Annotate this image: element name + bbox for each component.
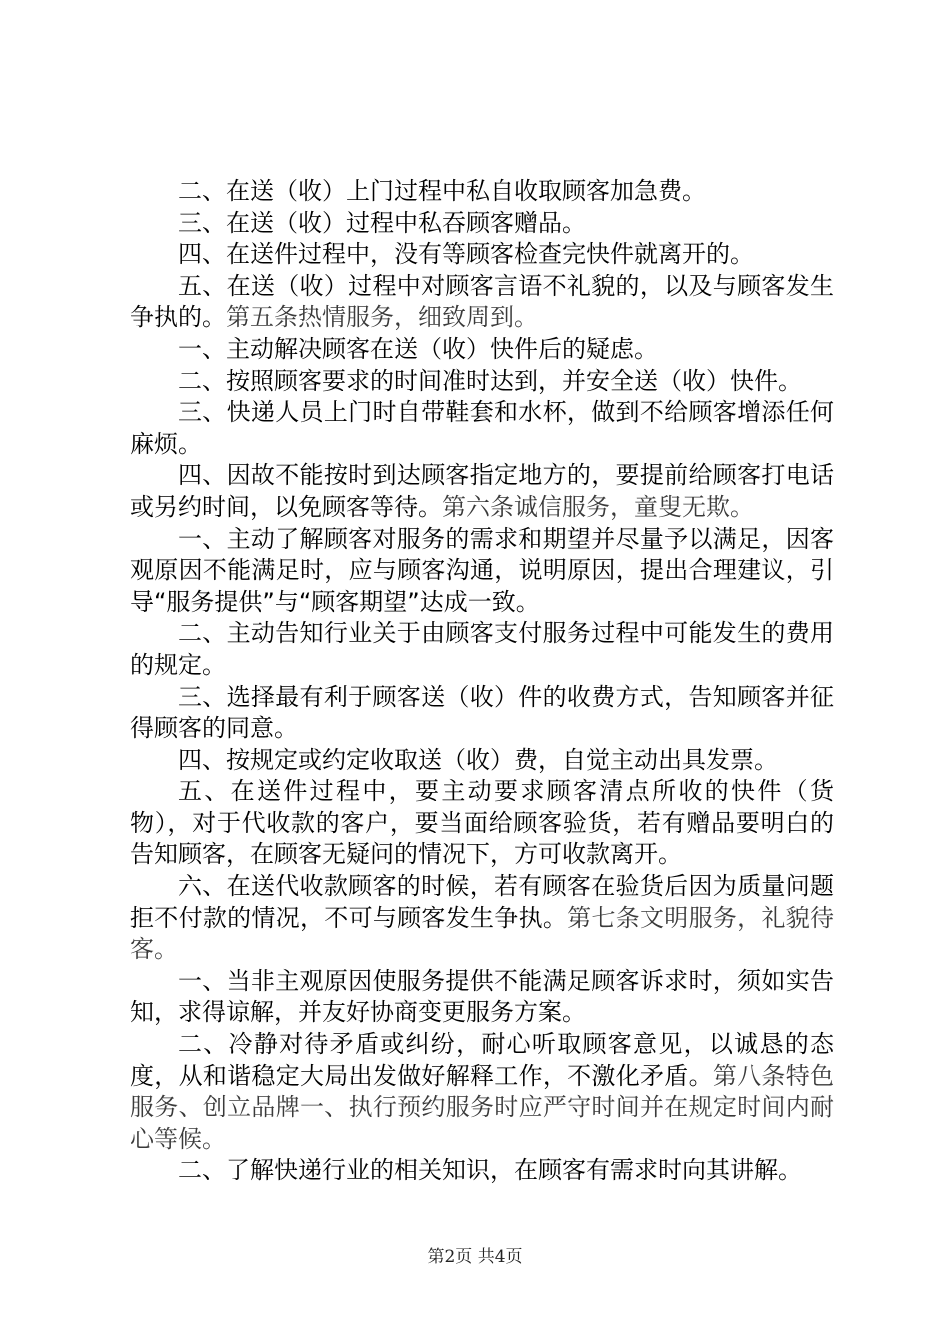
paragraph <box>130 776 834 871</box>
paragraph-text: 一、当非主观原因使服务提供不能满足顾客诉求时，须如实告知，求得谅解，并友好协商变更服务方案。 <box>130 966 834 1027</box>
paragraph <box>130 239 834 271</box>
paragraph <box>130 208 834 240</box>
paragraph-text: 四、按规定或约定收取送（收）费，自觉主动出具发票。 <box>178 745 778 774</box>
article-heading: 第七条文明服务，礼貌待客。 <box>130 903 835 964</box>
document-body <box>130 176 834 1187</box>
paragraph-text: 三、选择最有利于顾客送（收）件的收费方式，告知顾客并征得顾客的同意。 <box>130 682 834 743</box>
paragraph <box>130 271 834 334</box>
paragraph <box>130 745 834 777</box>
paragraph <box>130 682 834 745</box>
paragraph-text: 四、因故不能按时到达顾客指定地方的，要提前给顾客打电话或另约时间，以免顾客等待。 <box>130 461 834 521</box>
article-heading: 第五条热情服务，细致周到。 <box>226 303 538 332</box>
paragraph <box>130 366 834 398</box>
paragraph <box>130 618 834 681</box>
paragraph <box>130 460 834 523</box>
paragraph <box>130 397 834 460</box>
paragraph-text: 三、在送（收）过程中私吞顾客赠品。 <box>178 208 586 237</box>
paragraph-text: 二、按照顾客要求的时间准时达到，并安全送（收）快件。 <box>178 366 802 395</box>
paragraph-text: 五、在送件过程中，要主动要求顾客清点所收的快件（货物），对于代收款的客户，要当面给顾客验货，若有赠品要明白的告知顾客，在顾客无疑问的情况下，方可收款离开。 <box>130 777 834 869</box>
paragraph-text: 三、快递人员上门时自带鞋套和水杯，做到不给顾客增添任何麻烦。 <box>130 398 834 458</box>
paragraph-text: 二、在送（收）上门过程中私自收取顾客加急费。 <box>178 177 706 205</box>
article-heading: 第八条特色服务、创立品牌一、执行预约服务时应严守时间并在规定时间内耐心等候。 <box>130 1061 835 1153</box>
paragraph <box>130 871 834 966</box>
paragraph-text: 四、在送件过程中，没有等顾客检查完快件就离开的。 <box>178 240 754 269</box>
paragraph <box>130 966 834 1029</box>
paragraph-text: 二、了解快递行业的相关知识，在顾客有需求时向其讲解。 <box>178 1156 802 1185</box>
paragraph-text: 一、主动了解顾客对服务的需求和期望并尽量予以满足，因客观原因不能满足时，应与顾客沟通，说明原因，提出合理建议，引导“服务提供”与“顾客期望”达成一致。 <box>130 524 834 616</box>
paragraph <box>130 524 834 619</box>
paragraph-text: 二、冷静对待矛盾或纠纷，耐心听取顾客意见，以诚恳的态度，从和谐稳定大局出发做好解释工作，不激化矛盾。 <box>130 1030 834 1090</box>
paragraph <box>130 334 834 366</box>
paragraph-text: 一、主动解决顾客在送（收）快件后的疑虑。 <box>178 334 658 363</box>
paragraph <box>130 1155 834 1187</box>
paragraph <box>130 176 834 208</box>
paragraph-text: 二、主动告知行业关于由顾客支付服务过程中可能发生的费用的规定。 <box>130 619 834 679</box>
paragraph-text: 六、在送代收款顾客的时候，若有顾客在验货后因为质量问题拒不付款的情况，不可与顾客发生争执。 <box>130 872 834 932</box>
paragraph-text: 五、在送（收）过程中对顾客言语不礼貌的，以及与顾客发生争执的。 <box>130 271 834 332</box>
article-heading: 第六条诚信服务，童叟无欺。 <box>442 492 754 521</box>
page-footer: 第2页 共4页 <box>427 1247 523 1267</box>
paragraph <box>130 1029 834 1155</box>
